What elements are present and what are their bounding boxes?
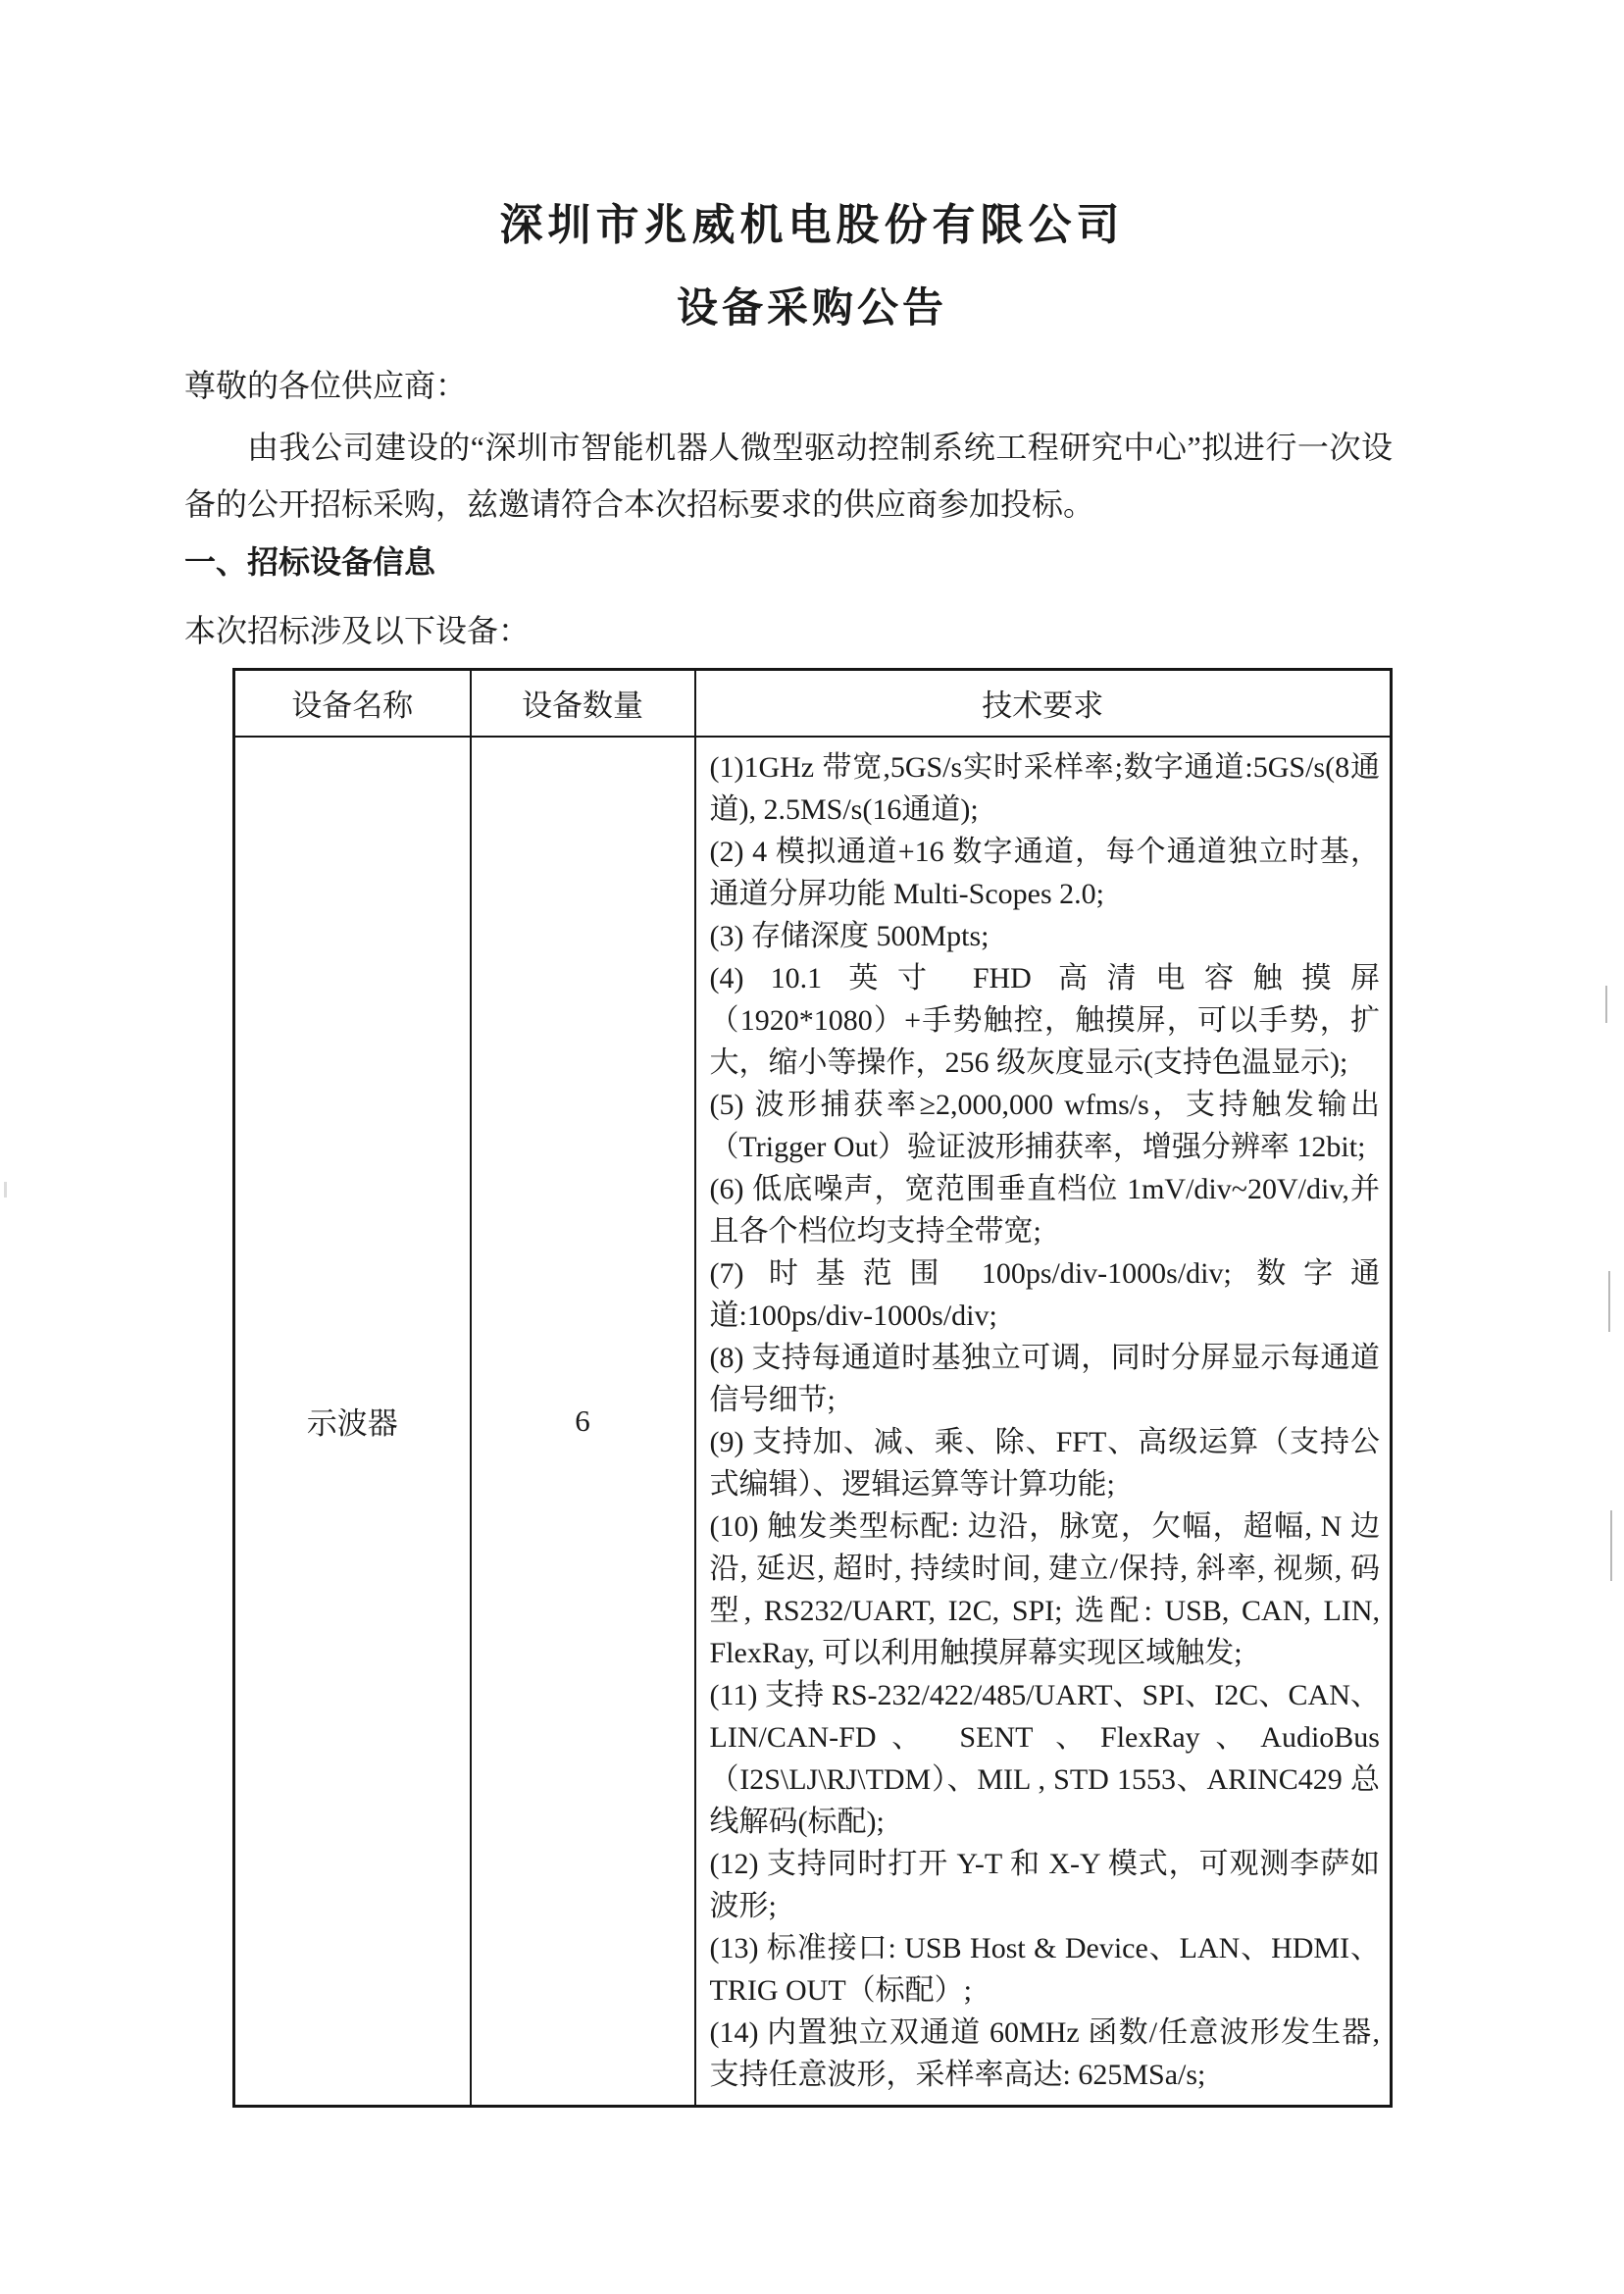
requirement-item-2: (2) 4 模拟通道+16 数字通道，每个通道独立时基，通道分屏功能 Multi-Scopes 2.0; (709, 835, 1380, 910)
scan-artifact (4, 1182, 7, 1198)
salutation: 尊敬的各位供应商： (184, 367, 468, 403)
requirement-item-8: (8) 支持每通道时基独立可调，同时分屏显示每通道信号细节; (709, 1341, 1380, 1416)
intro-paragraph: 由我公司建设的“深圳市智能机器人微型驱动控制系统工程研究中心”拟进行一次设备的公开招标采购，兹邀请符合本次招标要求的供应商参加投标。 (184, 429, 1393, 522)
column-header-device-quantity: 设备数量 (471, 669, 695, 737)
column-header-technical-requirements: 技术要求 (695, 669, 1392, 737)
device-requirements-cell (695, 737, 1392, 2107)
requirement-item-9: (9) 支持加、减、乘、除、FFT、高级运算（支持公式编辑）、逻辑运算等计算功能; (709, 1425, 1380, 1501)
document-body (184, 364, 1393, 2108)
equipment-table (232, 668, 1393, 2108)
document-title: 设备采购公告 (676, 286, 947, 332)
table-header-row (234, 669, 1392, 737)
device-quantity-cell: 6 (471, 737, 695, 2107)
requirement-item-3: (3) 存储深度 500Mpts; (709, 919, 990, 952)
requirement-item-1: (1)1GHz 带宽,5GS/s实时采样率;数字通道:5GS/s(8通道), 2.5MS/s(16通道); (709, 750, 1380, 826)
requirement-item-14: (14) 内置独立双通道 60MHz 函数/任意波形发生器,支持任意波形，采样率高达: 625MSa/s; (709, 2015, 1380, 2091)
table-row (234, 737, 1392, 2107)
device-name-cell: 示波器 (234, 737, 471, 2107)
requirement-item-5: (5) 波形捕获率≥2,000,000 wfms/s，支持触发输出（Trigger Out）验证波形捕获率，增强分辨率 12bit; (709, 1088, 1380, 1163)
company-title: 深圳市兆威机电股份有限公司 (499, 201, 1125, 249)
table-intro-text: 本次招标涉及以下设备： (184, 612, 531, 648)
requirement-item-4: (4) 10.1 英寸 FHD 高清电容触摸屏（1920*1080）+手势触控，触摸屏，可以手势，扩大，缩小等操作，256 级灰度显示(支持色温显示); (709, 961, 1380, 1079)
scan-artifact (1608, 1271, 1610, 1332)
scan-artifact (1610, 1510, 1612, 1581)
scan-artifact (1605, 986, 1607, 1023)
requirement-item-12: (12) 支持同时打开 Y-T 和 X-Y 模式，可观测李萨如波形; (709, 1847, 1380, 1922)
requirement-item-11: (11) 支持 RS-232/422/485/UART、SPI、I2C、CAN、LIN/CAN-FD、 SENT 、FlexRay、AudioBus（I2S\LJ\RJ\TDM）、MIL , STD 1553、ARINC429 总线解码(标配); (709, 1678, 1380, 1838)
requirement-item-6: (6) 低底噪声，宽范围垂直档位 1mV/div~20V/div,并且各个档位均支持全带宽; (709, 1172, 1380, 1248)
requirement-item-10: (10) 触发类型标配: 边沿，脉宽，欠幅，超幅, N 边沿, 延迟, 超时, 持续时间, 建立/保持, 斜率, 视频, 码型, RS232/UART, I2C, SPI; 选配: USB, CAN, LIN, FlexRay, 可以利用触摸屏幕实现区域触发; (709, 1509, 1380, 1669)
requirement-item-13: (13) 标准接口: USB Host & Device、LAN、HDMI、TRIG OUT（标配）; (709, 1931, 1380, 2007)
requirement-item-7: (7) 时基范围 100ps/div-1000s/div; 数字通道:100ps/div-1000s/div; (709, 1256, 1380, 1332)
column-header-device-name: 设备名称 (234, 669, 471, 737)
section-heading-bid-equipment-info: 一、招标设备信息 (184, 543, 436, 580)
